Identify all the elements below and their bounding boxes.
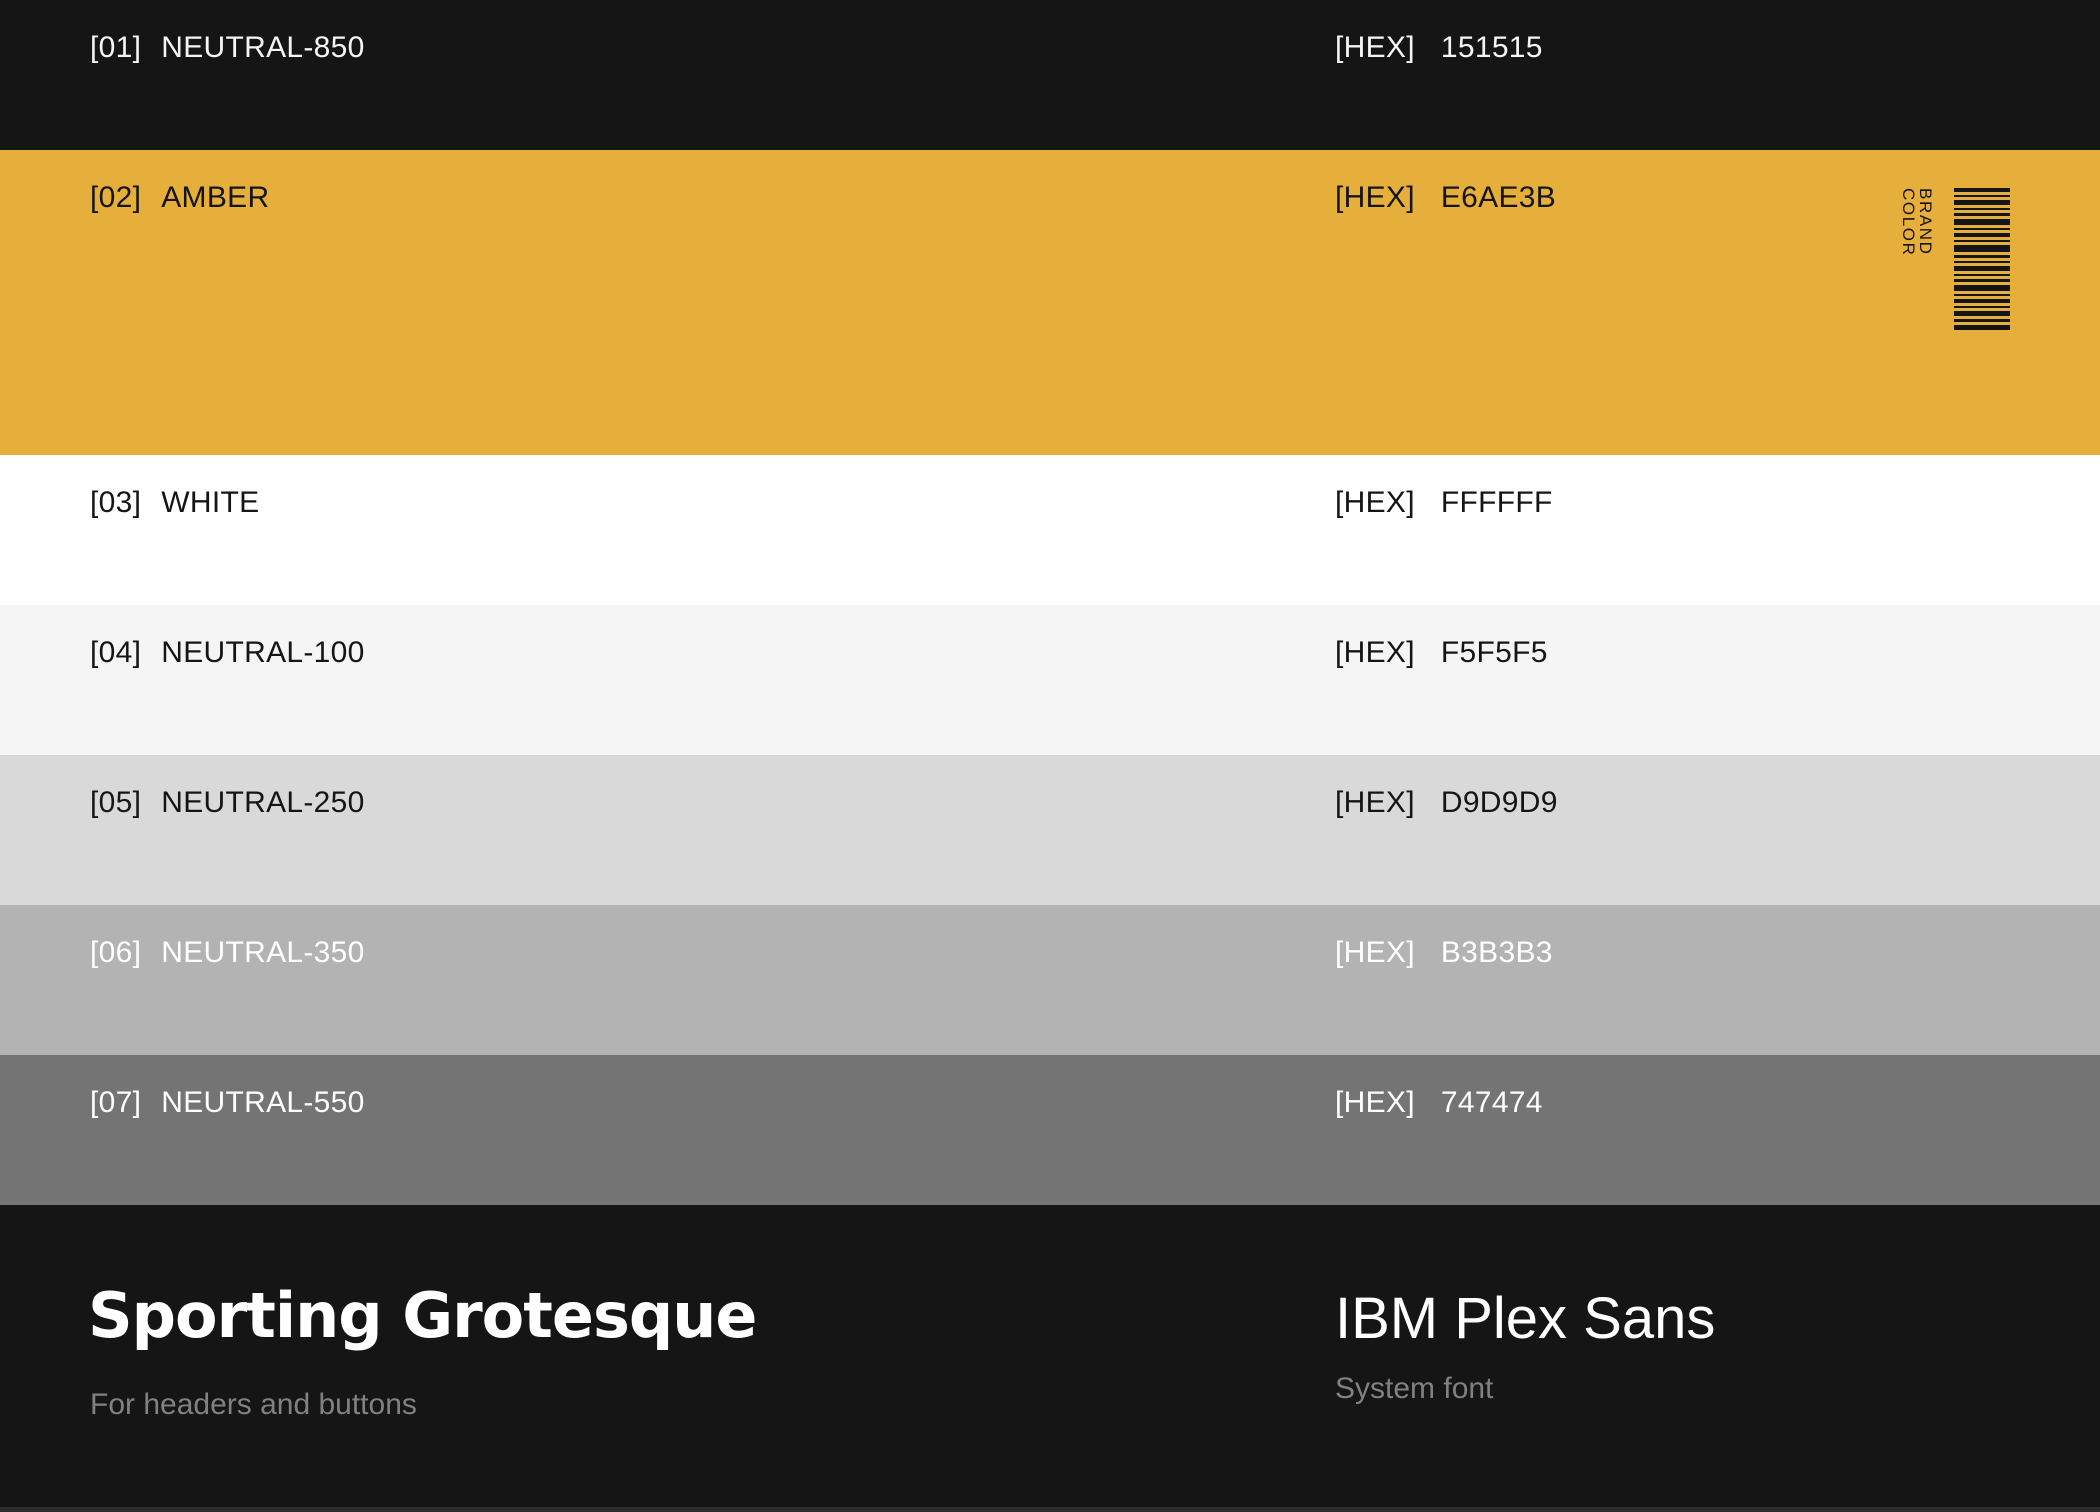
color-hex-line [1335, 31, 1543, 64]
color-name-line [90, 181, 269, 214]
color-index-tag: [04] [90, 636, 142, 669]
hex-value: F5F5F5 [1440, 636, 1548, 669]
swatch-row-neutral-250 [0, 755, 2100, 905]
brand-color-badge [1900, 188, 2010, 330]
hex-tag: [HEX] [1335, 936, 1415, 969]
color-name-line [90, 31, 365, 64]
color-hex-line [1335, 1086, 1543, 1119]
hex-value: 151515 [1440, 31, 1543, 64]
hex-tag: [HEX] [1335, 1086, 1415, 1119]
hex-value: FFFFFF [1440, 486, 1553, 519]
hex-tag: [HEX] [1335, 786, 1415, 819]
color-index-tag: [06] [90, 936, 142, 969]
color-index-tag: [07] [90, 1086, 142, 1119]
primary-font-name: Sporting Grotesque [88, 1279, 757, 1352]
secondary-font-name: IBM Plex Sans [1335, 1286, 1716, 1351]
color-name: NEUTRAL-100 [161, 636, 365, 669]
hex-value: D9D9D9 [1440, 786, 1558, 819]
color-name-line [90, 486, 259, 519]
color-hex-line [1335, 181, 1556, 214]
color-name: NEUTRAL-550 [161, 1086, 365, 1119]
color-name: NEUTRAL-850 [161, 31, 365, 64]
swatch-row-white [0, 455, 2100, 605]
secondary-font-description: System font [1335, 1372, 1494, 1405]
swatch-row-amber [0, 150, 2100, 455]
color-name: NEUTRAL-350 [161, 936, 365, 969]
color-hex-line [1335, 486, 1553, 519]
primary-font-description: For headers and buttons [90, 1388, 417, 1421]
color-hex-line [1335, 786, 1558, 819]
swatch-row-neutral-350 [0, 905, 2100, 1055]
hex-tag: [HEX] [1335, 486, 1415, 519]
swatch-row-neutral-100 [0, 605, 2100, 755]
hex-tag: [HEX] [1335, 636, 1415, 669]
swatch-row-neutral-550 [0, 1055, 2100, 1205]
color-index-tag: [01] [90, 31, 142, 64]
hex-value: B3B3B3 [1440, 936, 1553, 969]
swatch-row-neutral-850 [0, 0, 2100, 150]
color-index-tag: [02] [90, 181, 142, 214]
brand-color-label: BRAND COLOR [1899, 188, 1935, 257]
color-index-tag: [03] [90, 486, 142, 519]
color-name-line [90, 936, 365, 969]
color-name: WHITE [161, 486, 260, 519]
color-index-tag: [05] [90, 786, 142, 819]
hex-value: 747474 [1440, 1086, 1543, 1119]
color-name-line [90, 636, 365, 669]
barcode-icon [1954, 188, 2010, 330]
color-name-line [90, 1086, 365, 1119]
color-name: NEUTRAL-250 [161, 786, 365, 819]
color-hex-line [1335, 936, 1553, 969]
hex-value: E6AE3B [1440, 181, 1557, 214]
hex-tag: [HEX] [1335, 181, 1415, 214]
typography-section [0, 1205, 2100, 1507]
color-hex-line [1335, 636, 1548, 669]
footer-strip [0, 1507, 2100, 1512]
color-name-line [90, 786, 365, 819]
color-name: AMBER [161, 181, 270, 214]
hex-tag: [HEX] [1335, 31, 1415, 64]
